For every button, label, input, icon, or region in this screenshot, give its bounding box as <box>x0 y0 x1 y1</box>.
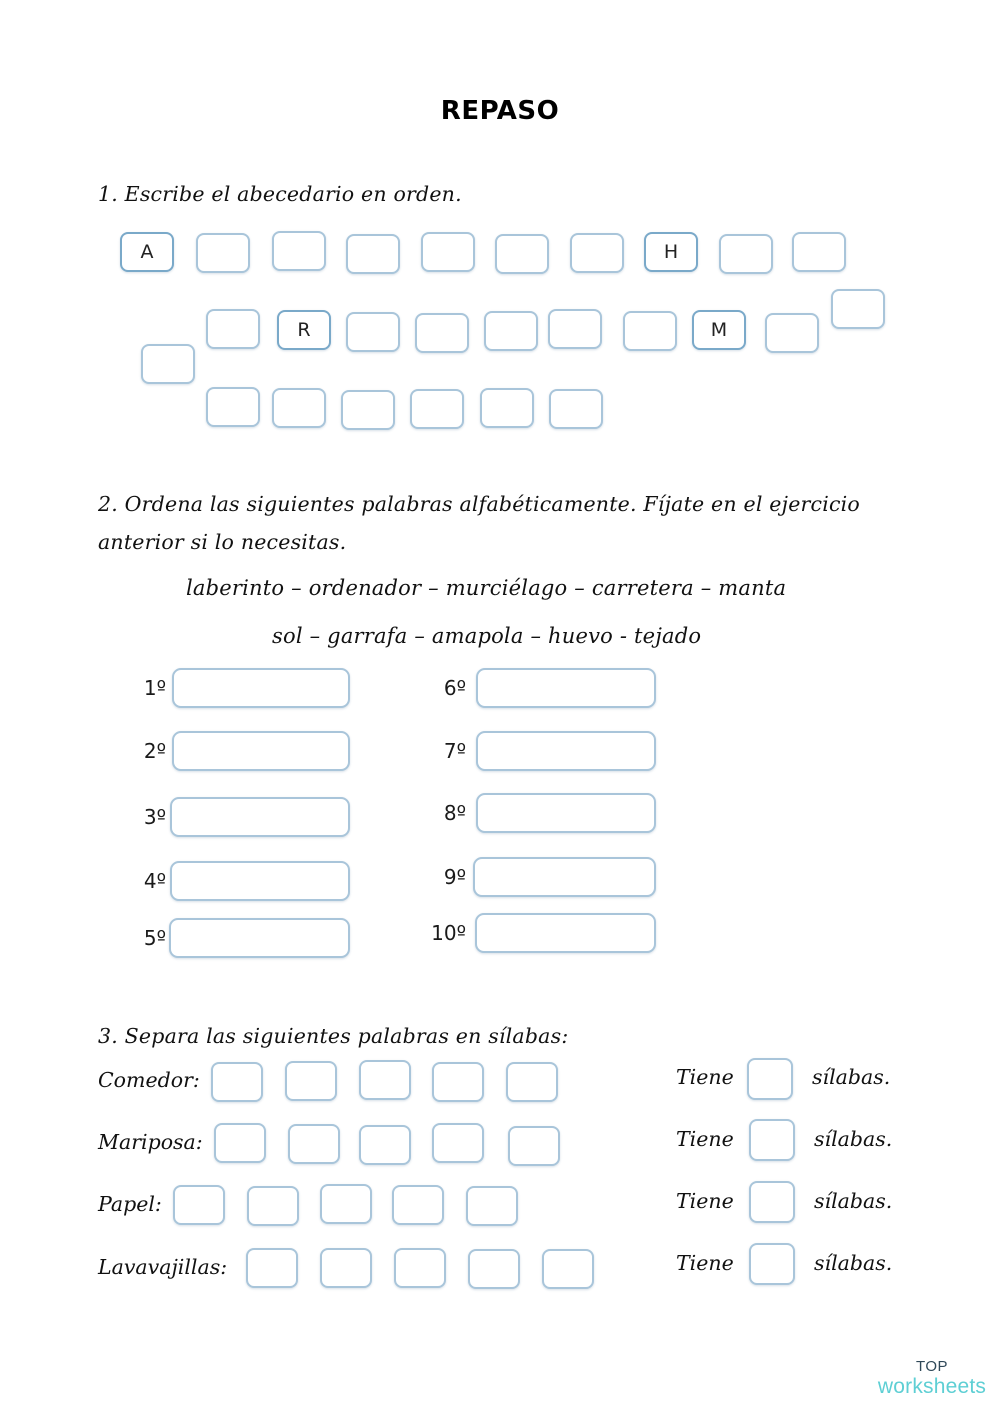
alphabet-tile-empty[interactable] <box>196 233 250 273</box>
syllable-input[interactable] <box>432 1123 484 1163</box>
tiene-label: Tiene <box>676 1127 734 1151</box>
alphabet-tile-empty[interactable] <box>792 232 846 272</box>
exercise2-wordlist-line1: laberinto – ordenador – murciélago – carretera – manta <box>186 576 787 600</box>
ordinal-label: 3º <box>143 805 166 829</box>
alphabet-tile-empty[interactable] <box>421 232 475 272</box>
syllable-input[interactable] <box>246 1248 298 1288</box>
syllable-count-input[interactable] <box>747 1058 793 1100</box>
syllable-word-label: Papel: <box>98 1192 162 1216</box>
alphabet-tile-empty[interactable] <box>480 388 534 428</box>
syllable-input[interactable] <box>285 1061 337 1101</box>
alphabet-tile-empty[interactable] <box>548 309 602 349</box>
exercise2-prompt-line2: anterior si lo necesitas. <box>98 530 347 554</box>
silabas-label: sílabas. <box>814 1189 893 1213</box>
syllable-input[interactable] <box>506 1062 558 1102</box>
silabas-label: sílabas. <box>814 1127 893 1151</box>
alphabet-tile-filled[interactable]: A <box>120 232 174 272</box>
syllable-input[interactable] <box>394 1248 446 1288</box>
ordered-word-input[interactable] <box>170 797 350 837</box>
ordinal-label: 7º <box>443 739 466 763</box>
alphabet-tile-filled[interactable]: M <box>692 310 746 350</box>
ordered-word-input[interactable] <box>172 668 350 708</box>
syllable-input[interactable] <box>542 1249 594 1289</box>
ordinal-label: 8º <box>443 801 466 825</box>
logo-worksheets-text: worksheets <box>877 1375 987 1398</box>
syllable-count-input[interactable] <box>749 1181 795 1223</box>
syllable-count-input[interactable] <box>749 1119 795 1161</box>
alphabet-tile-empty[interactable] <box>623 311 677 351</box>
alphabet-tile-empty[interactable] <box>272 231 326 271</box>
alphabet-tile-empty[interactable] <box>484 311 538 351</box>
syllable-input[interactable] <box>214 1123 266 1163</box>
exercise1-prompt: 1. Escribe el abecedario en orden. <box>98 182 462 206</box>
alphabet-tile-empty[interactable] <box>341 390 395 430</box>
logo-top-text: TOP <box>915 1358 949 1375</box>
alphabet-tile-empty[interactable] <box>719 234 773 274</box>
syllable-word-label: Comedor: <box>98 1068 200 1092</box>
alphabet-tile-empty[interactable] <box>549 389 603 429</box>
ordered-word-input[interactable] <box>170 861 350 901</box>
syllable-count-input[interactable] <box>749 1243 795 1285</box>
ordinal-label: 9º <box>443 865 466 889</box>
ordinal-label: 10º <box>431 921 466 945</box>
syllable-input[interactable] <box>466 1186 518 1226</box>
alphabet-tile-empty[interactable] <box>495 234 549 274</box>
alphabet-tile-filled[interactable]: R <box>277 310 331 350</box>
syllable-word-label: Mariposa: <box>98 1130 203 1154</box>
tiene-label: Tiene <box>676 1251 734 1275</box>
syllable-input[interactable] <box>211 1062 263 1102</box>
exercise2-wordlist-line2: sol – garrafa – amapola – huevo - tejado <box>272 624 702 648</box>
tiene-label: Tiene <box>676 1065 734 1089</box>
alphabet-tile-filled[interactable]: H <box>644 232 698 272</box>
ordered-word-input[interactable] <box>475 913 656 953</box>
syllable-word-label: Lavavajillas: <box>98 1255 228 1279</box>
alphabet-tile-empty[interactable] <box>831 289 885 329</box>
alphabet-tile-empty[interactable] <box>570 233 624 273</box>
syllable-input[interactable] <box>508 1126 560 1166</box>
alphabet-tile-empty[interactable] <box>346 312 400 352</box>
alphabet-tile-empty[interactable] <box>141 344 195 384</box>
ordered-word-input[interactable] <box>476 793 656 833</box>
ordinal-label: 6º <box>443 676 466 700</box>
tiene-label: Tiene <box>676 1189 734 1213</box>
ordered-word-input[interactable] <box>476 668 656 708</box>
syllable-input[interactable] <box>432 1062 484 1102</box>
syllable-input[interactable] <box>359 1125 411 1165</box>
ordered-word-input[interactable] <box>476 731 656 771</box>
topworksheets-logo <box>872 1358 992 1398</box>
syllable-input[interactable] <box>173 1185 225 1225</box>
syllable-input[interactable] <box>320 1248 372 1288</box>
alphabet-tile-empty[interactable] <box>346 234 400 274</box>
ordinal-label: 2º <box>143 739 166 763</box>
syllable-input[interactable] <box>320 1184 372 1224</box>
ordered-word-input[interactable] <box>473 857 656 897</box>
alphabet-tile-empty[interactable] <box>206 309 260 349</box>
alphabet-tile-empty[interactable] <box>206 387 260 427</box>
syllable-input[interactable] <box>247 1186 299 1226</box>
ordinal-label: 5º <box>143 926 166 950</box>
alphabet-tile-empty[interactable] <box>765 313 819 353</box>
alphabet-tile-empty[interactable] <box>415 313 469 353</box>
syllable-input[interactable] <box>288 1124 340 1164</box>
exercise2-prompt-line1: 2. Ordena las siguientes palabras alfabéticamente. Fíjate en el ejercicio <box>98 492 860 516</box>
ordered-word-input[interactable] <box>172 731 350 771</box>
exercise3-prompt: 3. Separa las siguientes palabras en sílabas: <box>98 1024 569 1048</box>
ordinal-label: 1º <box>143 676 166 700</box>
alphabet-tile-empty[interactable] <box>272 388 326 428</box>
silabas-label: sílabas. <box>812 1065 891 1089</box>
syllable-input[interactable] <box>392 1185 444 1225</box>
syllable-input[interactable] <box>468 1249 520 1289</box>
alphabet-tile-empty[interactable] <box>410 389 464 429</box>
ordered-word-input[interactable] <box>169 918 350 958</box>
page-title: REPASO <box>440 96 560 126</box>
ordinal-label: 4º <box>143 869 166 893</box>
syllable-input[interactable] <box>359 1060 411 1100</box>
silabas-label: sílabas. <box>814 1251 893 1275</box>
